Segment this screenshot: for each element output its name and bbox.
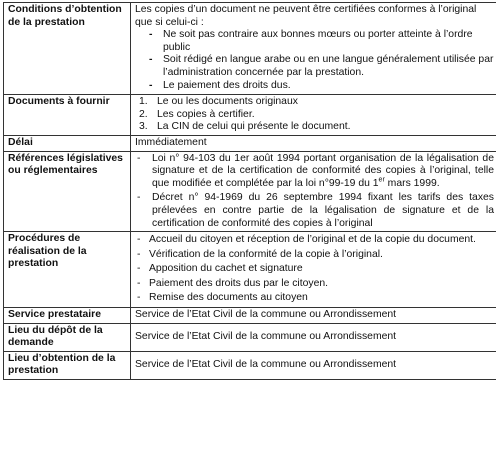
condition-item: - Ne soit pas contraire aux bonnes mœurs ou porter atteinte à l’ordre public	[149, 29, 473, 53]
row-depot	[4, 323, 496, 351]
row-label-procedures: Procédures de réalisation de la prestation	[4, 232, 131, 308]
dash-bullet-icon: -	[137, 263, 141, 275]
dash-bullet-icon: -	[137, 292, 141, 304]
procedure-step: - Remise des documents au citoyen	[137, 292, 308, 304]
row-label-conditions: Conditions d’obtention de la prestation	[4, 3, 131, 95]
dash-bullet-icon: -	[149, 54, 153, 66]
row-content-references	[131, 151, 496, 232]
row-delai	[4, 135, 496, 151]
row-references	[4, 151, 496, 232]
dash-bullet-icon: -	[149, 79, 153, 91]
row-procedures	[4, 232, 496, 308]
row-content-procedures	[131, 232, 496, 308]
dash-bullet-icon: -	[149, 29, 153, 41]
conditions-intro: Les copies d’un document ne peuvent être certifiées conformes à l’original que si celui-ci :	[135, 4, 477, 28]
document-item: 1. Le ou les documents originaux	[139, 96, 298, 108]
procedure-step: - Paiement des droits dus par le citoyen.	[137, 277, 329, 289]
row-value-obtention: Service de l’Etat Civil de la commune ou Arrondissement	[131, 351, 496, 379]
row-label-depot: Lieu du dépôt de la demande	[4, 323, 131, 351]
row-label-references: Références législatives ou réglementaires	[4, 151, 131, 232]
row-obtention	[4, 351, 496, 379]
condition-item: - Le paiement des droits dus.	[149, 79, 291, 91]
row-label-service: Service prestataire	[4, 308, 131, 324]
dash-bullet-icon: -	[137, 192, 141, 204]
procedure-sheet	[3, 2, 492, 380]
row-service	[4, 308, 496, 324]
condition-item: - Soit rédigé en langue arabe ou en une langue généralement utilisée par l’administration concernée par la prestation.	[149, 54, 494, 78]
row-content-conditions	[131, 3, 496, 95]
dash-bullet-icon: -	[137, 248, 141, 260]
reference-item: - Décret n° 94-1969 du 26 septembre 1994 fixant les tarifs des taxes prélevées en contre partie de la légalisation de signature et de la certification de conformité des copies à l’original	[137, 192, 494, 229]
reference-item: - Loi n° 94-103 du 1er août 1994 portant organisation de la légalisation de signature et de la certification de conformité des copies à l’original, telle que modifiée et complétée par la loi n°99-19 du 1er mars 1999.	[137, 152, 494, 189]
dash-bullet-icon: -	[137, 277, 141, 289]
row-content-documents	[131, 95, 496, 136]
row-value-delai: Immédiatement	[131, 135, 496, 151]
row-value-depot: Service de l’Etat Civil de la commune ou Arrondissement	[131, 323, 496, 351]
row-label-obtention: Lieu d’obtention de la prestation	[4, 351, 131, 379]
dash-bullet-icon: -	[137, 234, 141, 246]
procedure-step: - Vérification de la conformité de la copie à l’original.	[137, 248, 383, 260]
document-item: 3. La CIN de celui qui présente le document.	[139, 121, 351, 133]
procedure-table	[3, 2, 496, 380]
row-label-delai: Délai	[4, 135, 131, 151]
procedure-step: - Accueil du citoyen et réception de l’original et de la copie du document.	[137, 234, 476, 246]
document-item: 2. Les copies à certifier.	[139, 108, 255, 120]
procedure-step: - Apposition du cachet et signature	[137, 263, 303, 275]
row-documents	[4, 95, 496, 136]
dash-bullet-icon: -	[137, 152, 141, 164]
row-value-service: Service de l’Etat Civil de la commune ou Arrondissement	[131, 308, 496, 324]
row-conditions	[4, 3, 496, 95]
row-label-documents: Documents à fournir	[4, 95, 131, 136]
